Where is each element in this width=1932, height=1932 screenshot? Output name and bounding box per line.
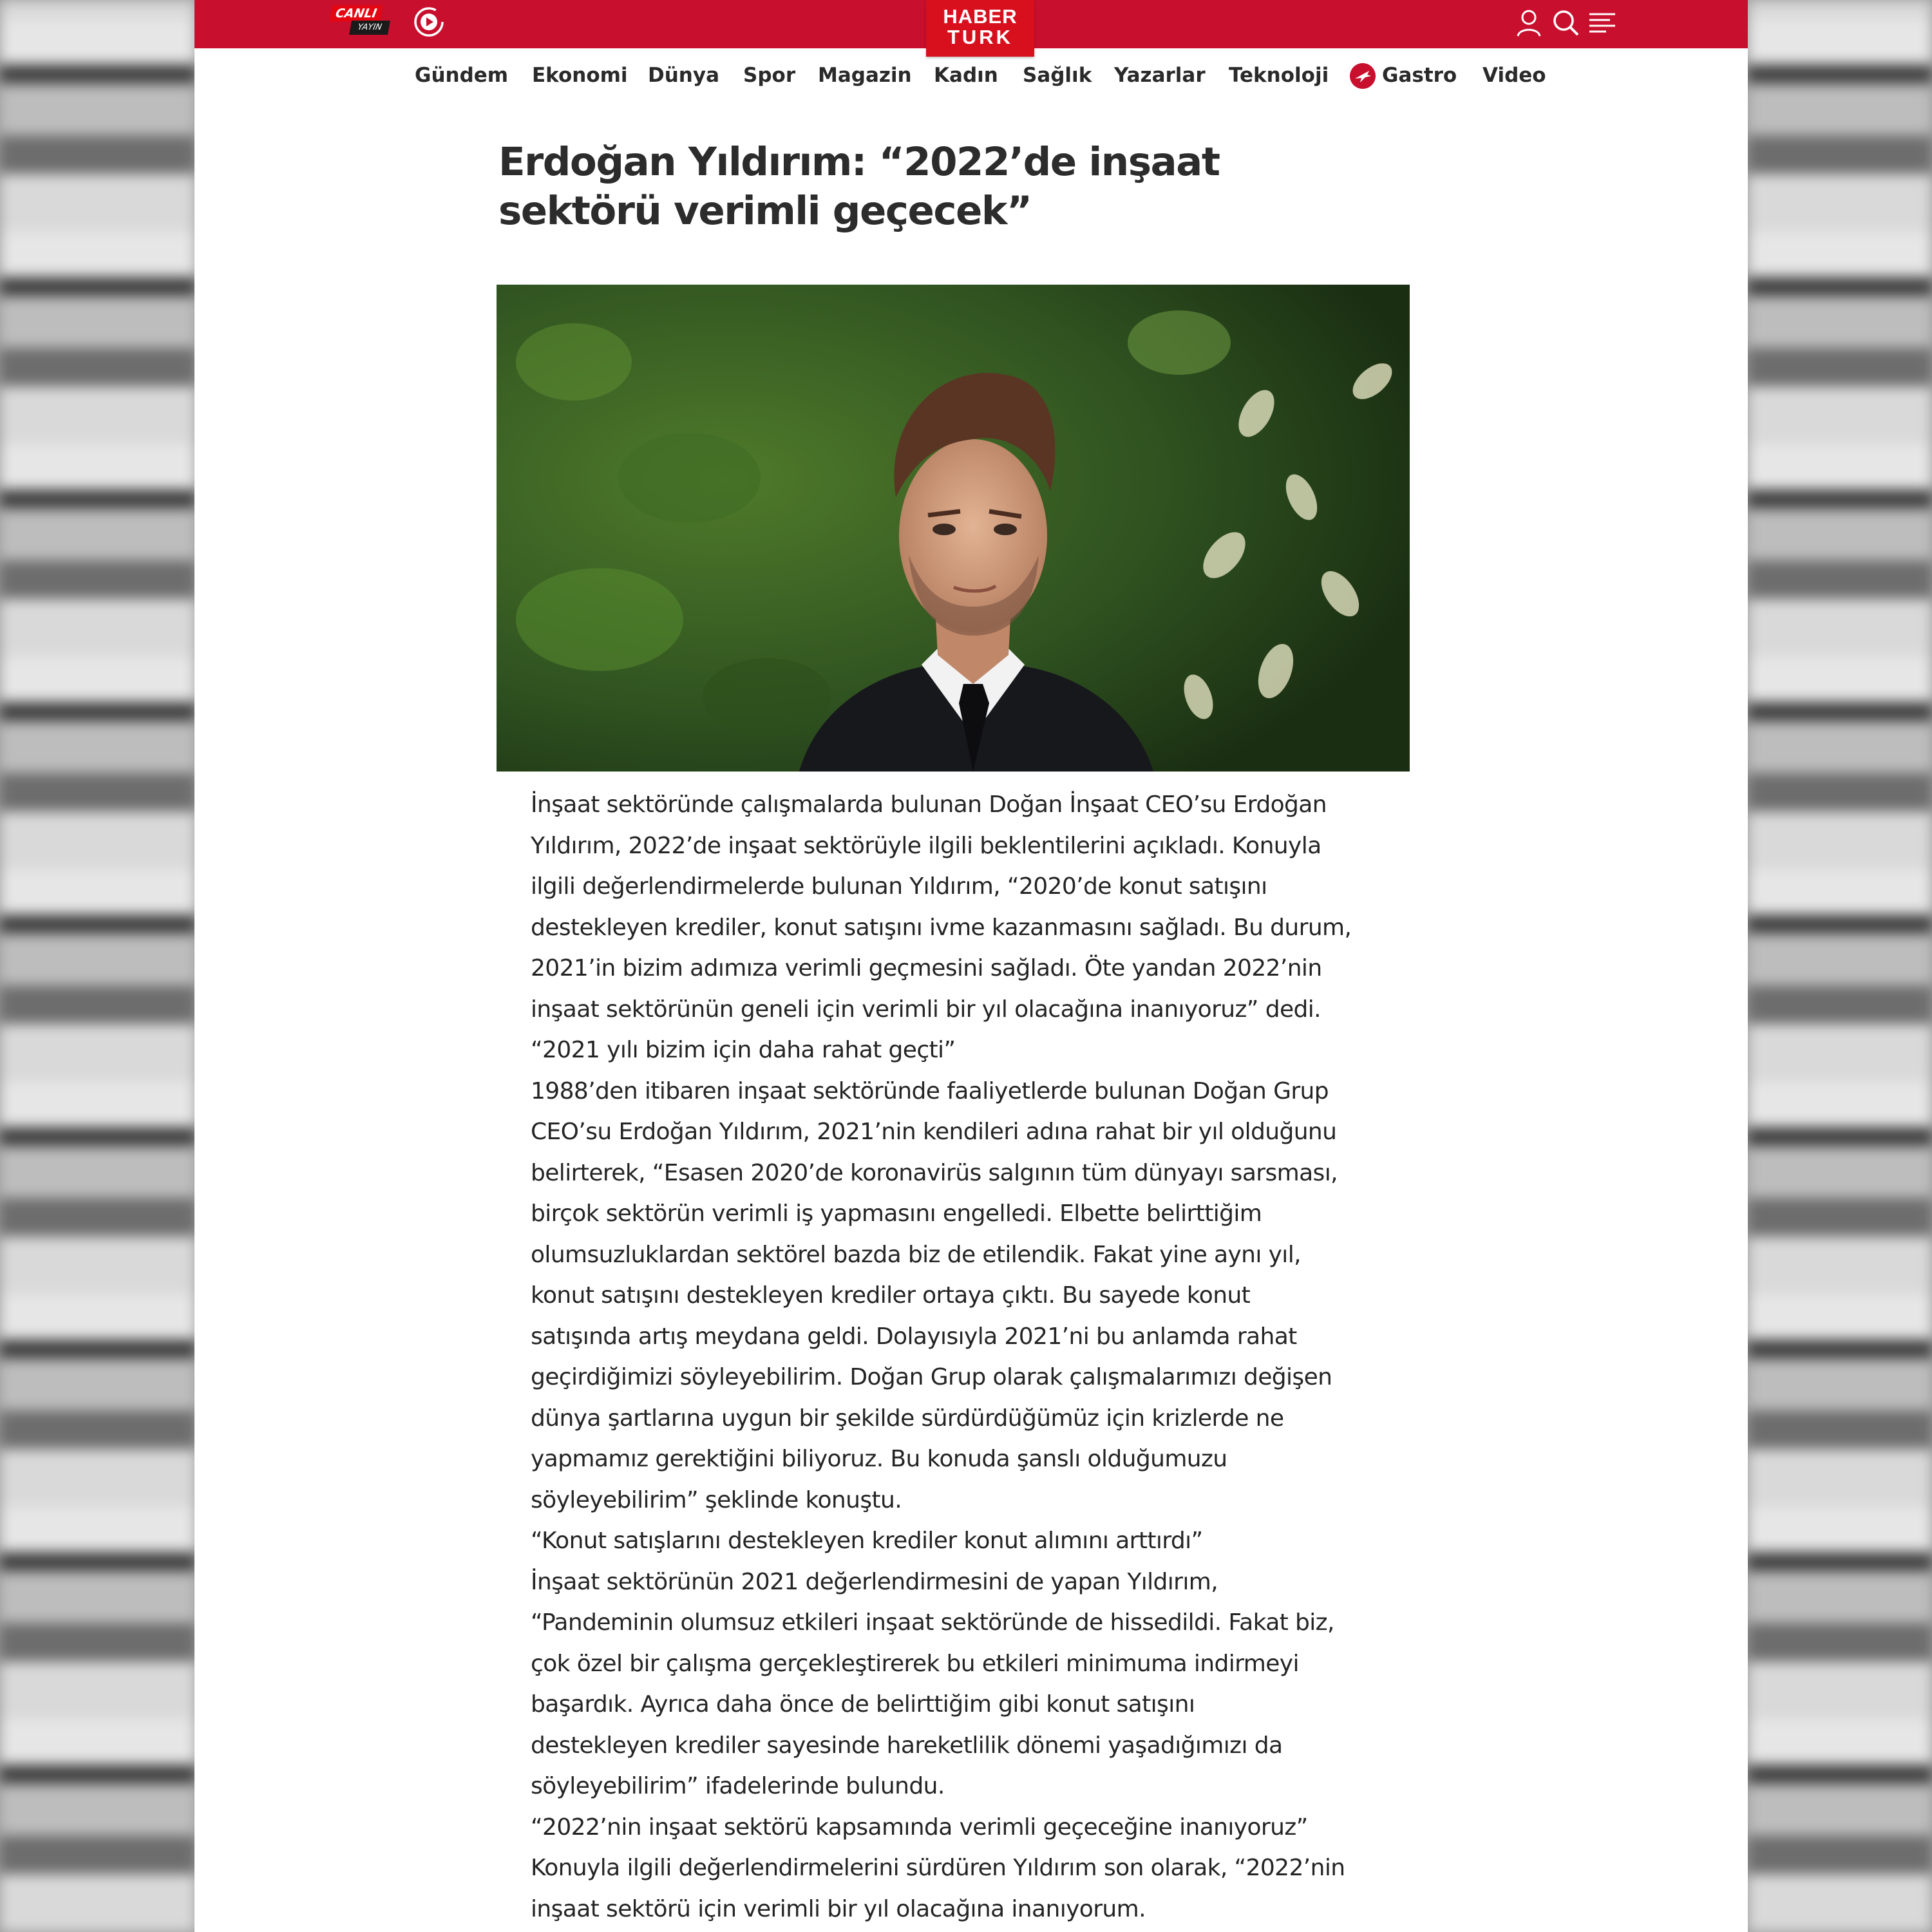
- article-paragraph-line: geçirdiğimizi söyleyebilirim. Doğan Grup olarak çalışmalarımızı değişen: [531, 1364, 1332, 1390]
- page: [194, 0, 1748, 1932]
- article-body: [531, 784, 1593, 1929]
- live-badge-label: CANLI: [330, 5, 383, 22]
- article-paragraph-line: satışında artış meydana geldi. Dolayısıyla 2021’ni bu anlamda rahat: [531, 1323, 1297, 1350]
- article-paragraph-line: 1988’den itibaren inşaat sektöründe faaliyetlerde bulunan Doğan Grup: [531, 1077, 1329, 1104]
- user-icon[interactable]: [1512, 6, 1546, 40]
- article-paragraph-line: yapmamız gerektiğini biliyoruz. Bu konuda şanslı olduğumuzu: [531, 1446, 1227, 1472]
- live-broadcast-button[interactable]: [331, 5, 395, 36]
- article-paragraph-line: inşaat sektörünün geneli için verimli bir yıl olacağına inanıyoruz” dedi.: [531, 996, 1321, 1023]
- article-paragraph-line: dünya şartlarına uygun bir şekilde sürdürdüğümüz için krizlerde ne: [531, 1405, 1284, 1432]
- article-paragraph-line: “Pandeminin olumsuz etkileri inşaat sektöründe de hissedildi. Fakat biz,: [531, 1609, 1334, 1636]
- logo-line2: TURK: [947, 26, 1014, 48]
- article-paragraph-line: ilgili değerlendirmelerde bulunan Yıldırım, “2020’de konut satışını: [531, 873, 1267, 900]
- main-nav: [194, 57, 1748, 94]
- article-paragraph-line: başardık. Ayrıca daha önce de belirttiğim gibi konut satışını: [531, 1691, 1195, 1718]
- article-paragraph-line: destekleyen krediler sayesinde hareketlilik dönemi yaşadığımızı da: [531, 1732, 1283, 1759]
- article-paragraph-line: söyleyebilirim” ifadelerinde bulundu.: [531, 1773, 945, 1799]
- article-hero-image: [497, 285, 1410, 772]
- nav-item-spor[interactable]: Spor: [743, 64, 796, 87]
- article-paragraph-line: Konuyla ilgili değerlendirmelerini sürdüren Yıldırım son olarak, “2022’nin: [531, 1855, 1345, 1881]
- play-icon[interactable]: [412, 5, 446, 39]
- blurred-background-left: [0, 0, 196, 1932]
- nav-item-yazarlar[interactable]: Yazarlar: [1114, 64, 1206, 87]
- article-subheading: “Konut satışlarını destekleyen krediler konut alımını arttırdı”: [531, 1528, 1203, 1554]
- article-paragraph-line: olumsuzluklardan sektörel bazda biz de etilendik. Fakat yine aynı yıl,: [531, 1241, 1301, 1268]
- article-subheading: “2021 yılı bizim için daha rahat geçti”: [531, 1037, 956, 1063]
- article-paragraph-line: CEO’su Erdoğan Yıldırım, 2021’nin kendileri adına rahat bir yıl olduğunu: [531, 1119, 1337, 1145]
- article-paragraph-line: belirterek, “Esasen 2020’de koronavirüs salgının tüm dünyayı sarsması,: [531, 1159, 1338, 1186]
- blurred-background-right: [1748, 0, 1932, 1932]
- nav-item-dunya[interactable]: Dünya: [648, 64, 719, 87]
- article-paragraph-line: söyleyebilirim” şeklinde konuştu.: [531, 1486, 902, 1513]
- logo-line1: HABER: [943, 5, 1018, 28]
- article-paragraph-line: İnşaat sektöründe çalışmalarda bulunan Doğan İnşaat CEO’su Erdoğan: [531, 791, 1327, 818]
- article-paragraph-line: Yıldırım, 2022’de inşaat sektörüyle ilgili beklentilerini açıkladı. Konuyla: [531, 832, 1321, 859]
- nav-item-ekonomi[interactable]: Ekonomi: [532, 64, 628, 87]
- article-subheading: “2022’nin inşaat sektörü kapsamında verimli geçeceğine inanıyoruz”: [531, 1814, 1308, 1841]
- nav-item-gundem[interactable]: Gündem: [415, 64, 509, 87]
- article-paragraph-line: 2021’in bizim adımıza verimli geçmesini sağladı. Öte yandan 2022’nin: [531, 955, 1322, 981]
- top-bar: [194, 0, 1748, 48]
- article-paragraph-line: inşaat sektörü için verimli bir yıl olacağına inanıyorum.: [531, 1895, 1146, 1922]
- nav-item-teknoloji[interactable]: Teknoloji: [1229, 64, 1329, 87]
- article-title: Erdoğan Yıldırım: “2022’de inşaat sektörü verimli geçecek”: [498, 139, 1220, 234]
- article-paragraph-line: İnşaat sektörünün 2021 değerlendirmesini de yapan Yıldırım,: [531, 1568, 1218, 1595]
- article-paragraph-line: destekleyen krediler, konut satışını ivme kazanmasını sağladı. Bu durum,: [531, 914, 1352, 941]
- live-badge-sublabel: YAYIN: [349, 21, 390, 35]
- nav-item-video[interactable]: Video: [1482, 64, 1546, 87]
- menu-icon[interactable]: [1586, 6, 1619, 40]
- nav-item-gastro[interactable]: Gastro: [1382, 64, 1457, 87]
- nav-item-kadin[interactable]: Kadın: [934, 64, 998, 87]
- article-paragraph-line: birçok sektörün verimli iş yapmasını engelledi. Elbette belirttiğim: [531, 1200, 1262, 1227]
- airline-logo-icon: [1350, 63, 1376, 89]
- nav-item-saglik[interactable]: Sağlık: [1023, 64, 1092, 87]
- article-paragraph-line: konut satışını destekleyen krediler ortaya çıktı. Bu sayede konut: [531, 1282, 1251, 1309]
- haberturk-logo[interactable]: [926, 0, 1034, 57]
- search-icon[interactable]: [1549, 6, 1583, 40]
- nav-item-magazin[interactable]: Magazin: [818, 64, 912, 87]
- article-paragraph-line: çok özel bir çalışma gerçekleştirerek bu etkileri minimuma indirmeyi: [531, 1650, 1299, 1677]
